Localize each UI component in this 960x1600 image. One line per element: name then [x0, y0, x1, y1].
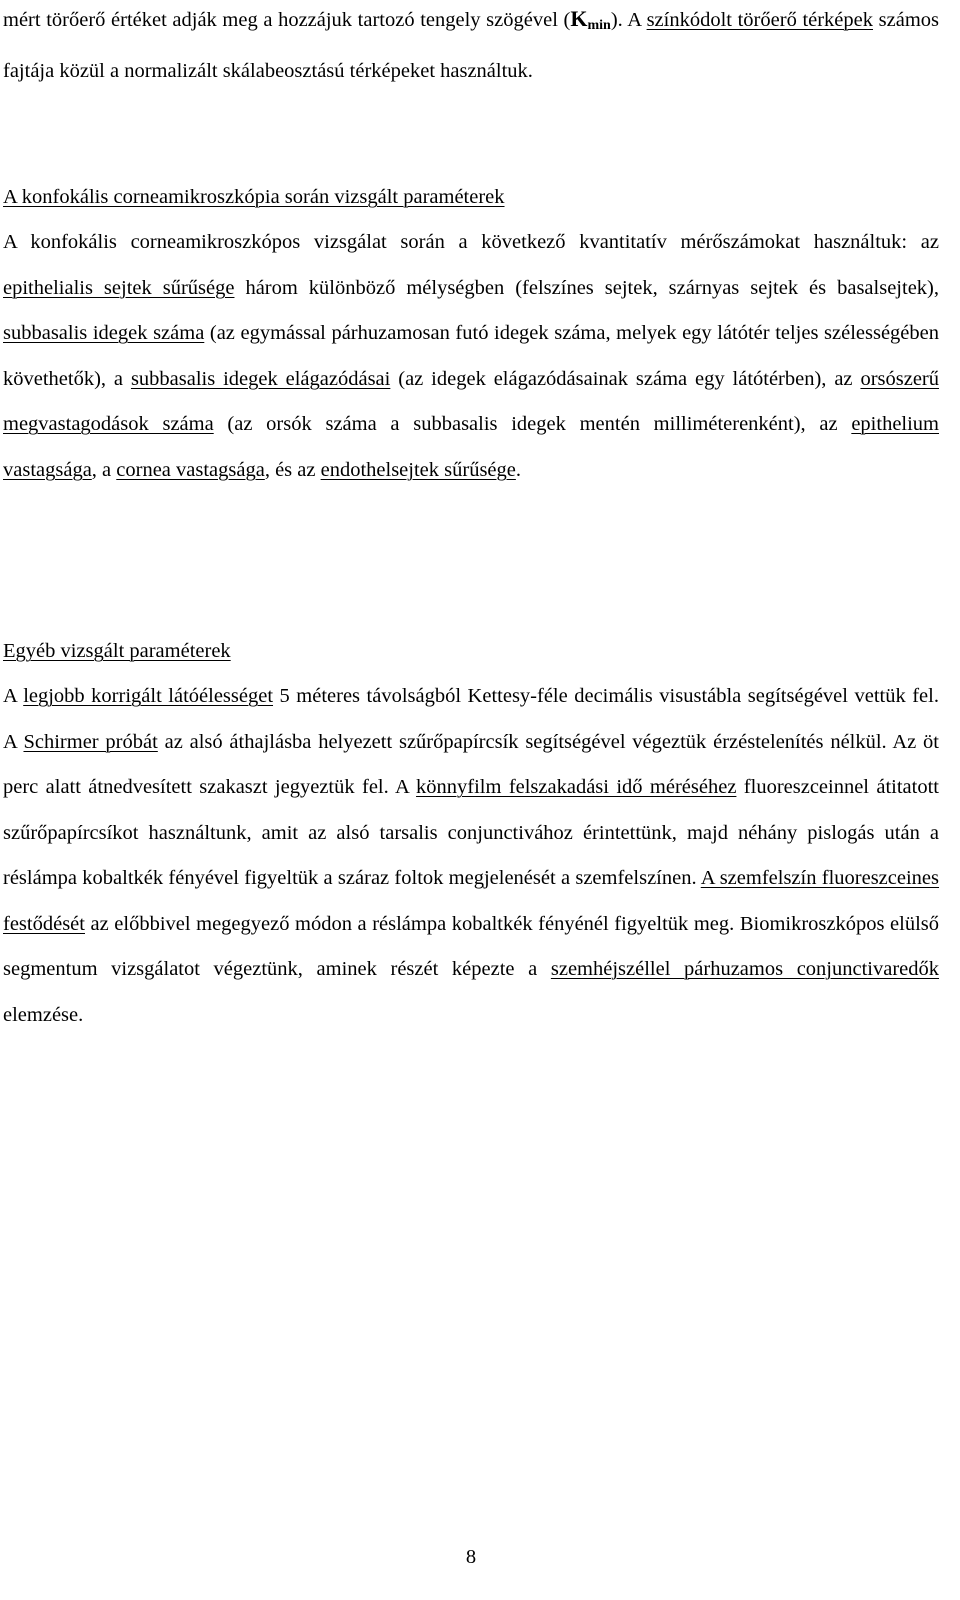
text-run: számos fajtája közül a normalizált skálabeosztású térképeket használtuk. — [3, 9, 939, 82]
kmin-letter: K — [570, 6, 588, 31]
underlined-term: subbasalis idegek elágazódásai — [130, 367, 391, 390]
text-run: az előbbivel megegyező módon a réslámpa kobaltkék fényénél figyeltük meg. Biomikroszkópos elülső segmentum vizsgálatot végeztünk, aminek részét képezte a — [3, 912, 939, 980]
text-run: (az idegek elágazódásainak száma egy látótérben), az — [390, 367, 861, 390]
underlined-term: színkódolt törőerő térképek — [646, 9, 874, 31]
underlined-term: szemhéjszéllel párhuzamos conjunctivaredők — [550, 958, 940, 980]
underlined-term: endothelsejtek sűrűsége — [320, 458, 516, 481]
text-run: az alsó áthajlásba helyezett szűrőpapírcsík segítségével végeztük érzéstelenítés nélkül. Az öt perc alatt átnedvesített szakaszt jegyeztük fel. A — [3, 730, 939, 798]
section-heading-confocal: A konfokális corneamikroszkópia során vizsgált paraméterek — [3, 186, 505, 208]
text-run: 5 méteres távolságból Kettesy-féle decimális visustábla segítségével vettük fel. A — [3, 685, 939, 753]
text-run: , és az — [264, 458, 321, 481]
kmin-subscript: min — [587, 18, 611, 33]
underlined-term: subbasalis idegek száma — [3, 322, 205, 344]
paragraph-confocal-parameters — [3, 220, 939, 493]
text-run: . — [515, 458, 521, 481]
text-run: három különböző mélységben (felszínes sejtek, szárnyas sejtek és basalsejtek), — [234, 276, 939, 299]
underlined-term: cornea vastagsága — [116, 458, 265, 481]
underlined-term: legjobb korrigált látóélességet — [23, 685, 274, 707]
kmin-symbol — [570, 6, 611, 33]
underlined-term: orsószerű megvastagodások száma — [3, 367, 939, 435]
paragraph-other-parameters — [3, 674, 939, 1038]
underlined-term: Schirmer próbát — [23, 730, 158, 753]
text-run: A — [3, 685, 24, 707]
text-run: mért törőerő értéket adják meg a hozzájuk tartozó tengely szögével ( — [3, 9, 571, 31]
text-run: A konfokális corneamikroszkópos vizsgálat során a következő kvantitatív mérőszámokat használtuk: az — [3, 231, 939, 253]
text-run: fluoreszceinnel átitatott szűrőpapírcsíkot használtunk, amit az alsó tarsalis conjunctivához érintettünk, majd néhány pislogás után a réslámpa kobaltkék fényével figyeltük a száraz foltok megjelenését a szemfelszínen. — [3, 776, 939, 889]
document-page — [3, 0, 939, 1600]
text-run: (az egymással párhuzamosan futó idegek száma, melyek egy látótér teljes szélességében követhetők), a — [3, 322, 939, 390]
text-run: ). A — [610, 9, 647, 31]
underlined-term: könnyfilm felszakadási idő méréséhez — [416, 776, 737, 798]
underlined-term: epithelialis sejtek sűrűsége — [3, 276, 235, 299]
section-heading-other: Egyéb vizsgált paraméterek — [3, 640, 231, 662]
text-run: , a — [91, 458, 117, 481]
text-run: (az orsók száma a subbasalis idegek mentén milliméterenként), az — [213, 413, 852, 435]
underlined-term: A szemfelszín fluoreszceines festődését — [3, 867, 940, 935]
underlined-term: epithelium vastagsága — [3, 413, 940, 481]
paragraph-intro — [3, 0, 939, 94]
text-run: elemzése. — [3, 1003, 84, 1026]
page-number: 8 — [465, 1546, 477, 1568]
